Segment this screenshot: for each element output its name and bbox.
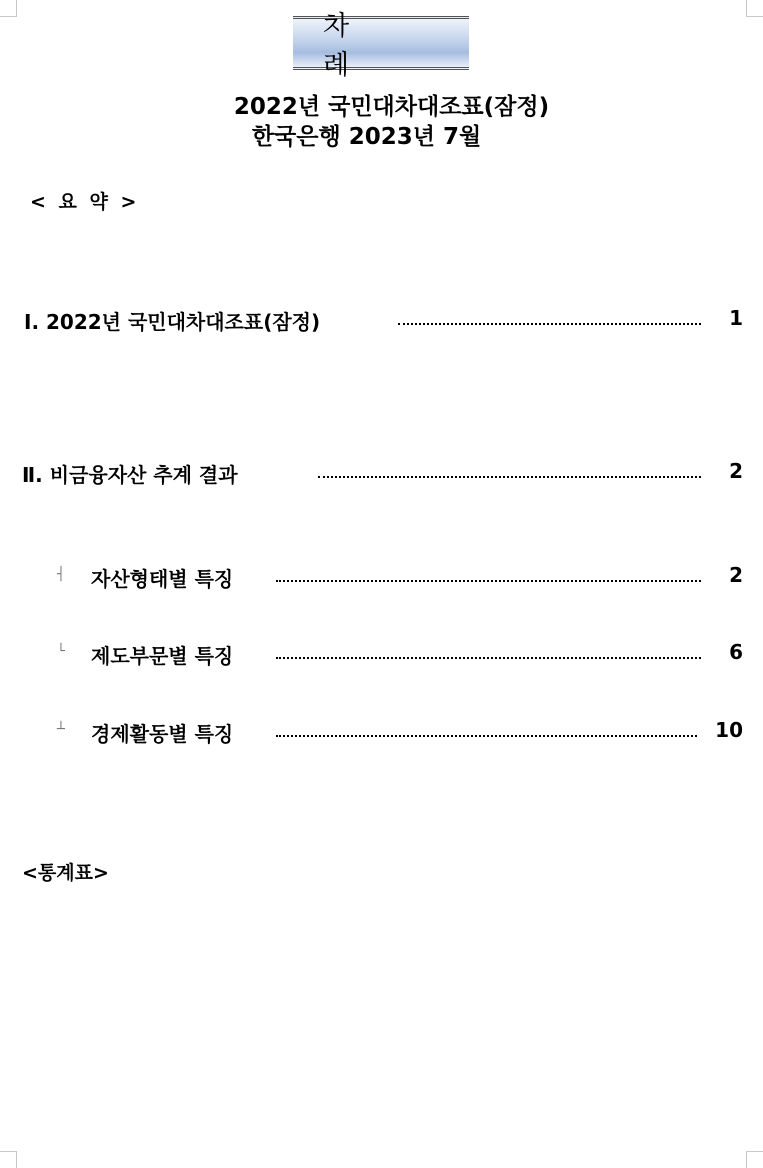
tree-branch-marker: ┴ xyxy=(57,722,65,737)
tree-branch-marker: └ xyxy=(57,644,65,659)
toc-leader-dots xyxy=(398,321,701,325)
report-title: 2022년 국민대차대조표(잠정) xyxy=(233,94,550,120)
toc-subentry-3[interactable] xyxy=(0,718,763,748)
page-corner-bottom-left xyxy=(0,1151,17,1168)
summary-heading[interactable]: < 요 약 > xyxy=(30,191,137,213)
toc-subentry-label: 자산형태별 특징 xyxy=(91,567,234,591)
toc-subentry-1[interactable] xyxy=(0,563,763,593)
toc-subentry-page: 2 xyxy=(729,563,743,587)
toc-subentry-2[interactable] xyxy=(0,640,763,670)
toc-subentry-page: 10 xyxy=(715,718,743,742)
page-corner-top-left xyxy=(0,0,17,17)
toc-subentry-label: 제도부문별 특징 xyxy=(91,644,234,668)
toc-subentry-page: 6 xyxy=(729,640,743,664)
statistics-tables-heading[interactable]: <통계표> xyxy=(22,862,109,884)
report-publisher-date: 한국은행 2023년 7월 xyxy=(251,124,482,150)
toc-entry-page: 2 xyxy=(729,459,743,483)
page-corner-top-right xyxy=(746,0,763,17)
page-corner-bottom-right xyxy=(746,1151,763,1168)
toc-leader-dots xyxy=(318,474,701,478)
toc-leader-dots xyxy=(276,733,697,737)
toc-subentry-label: 경제활동별 특징 xyxy=(91,722,234,746)
tree-branch-marker: ┤ xyxy=(57,567,65,582)
toc-entry-page: 1 xyxy=(729,306,743,330)
toc-entry-label: Ⅰ. 2022년 국민대차대조표(잠정) xyxy=(24,310,321,334)
toc-entry-1[interactable] xyxy=(0,306,763,336)
toc-leader-dots xyxy=(276,578,701,582)
contents-title: 차 례 xyxy=(293,16,469,70)
toc-leader-dots xyxy=(276,655,701,659)
toc-entry-label: Ⅱ. 비금융자산 추계 결과 xyxy=(22,463,238,487)
toc-entry-2[interactable] xyxy=(0,459,763,489)
